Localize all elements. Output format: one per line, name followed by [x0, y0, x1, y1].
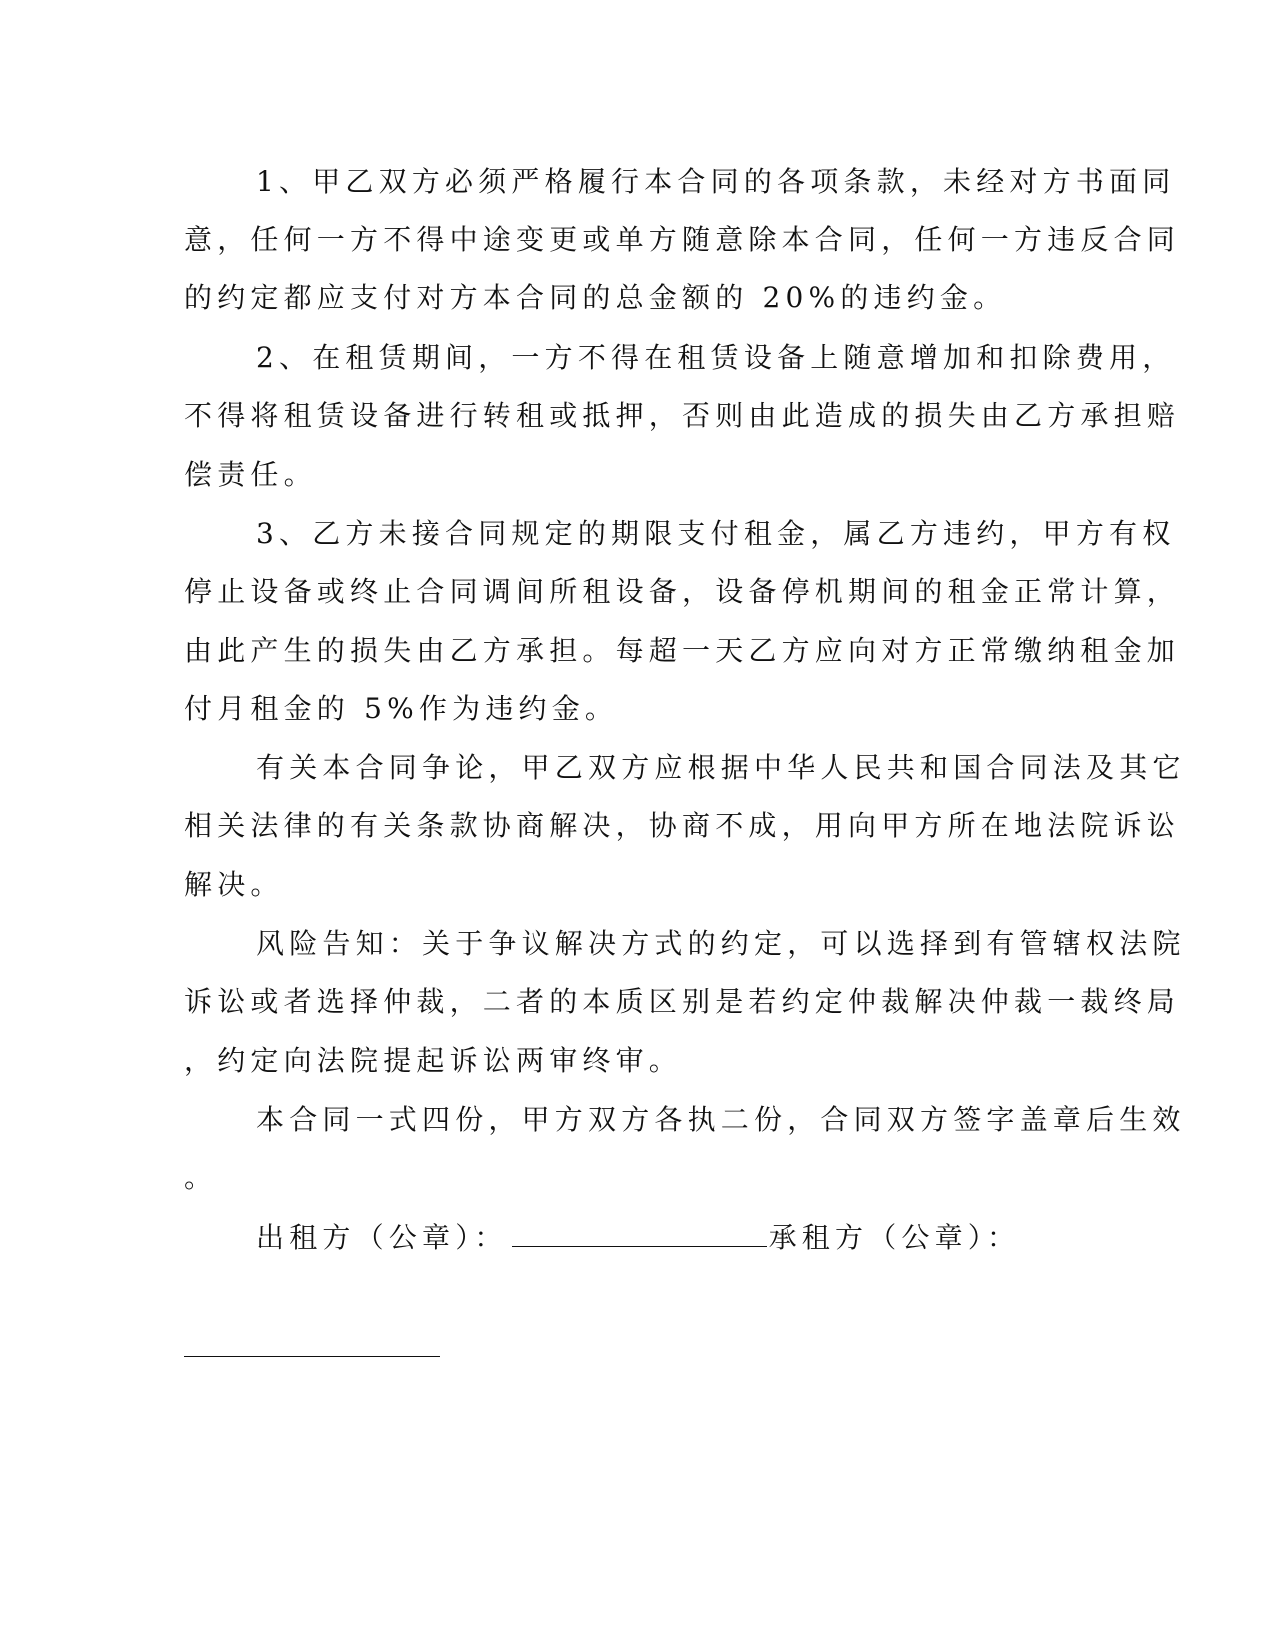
risk-notice-line-2: 诉讼或者选择仲裁，二者的本质区别是若约定仲裁解决仲裁一裁终局 [184, 985, 1181, 1018]
clause-1-line-2: 意，任何一方不得中途变更或单方随意除本合同，任何一方违反合同 [184, 223, 1181, 256]
lessee-signature-line [184, 1356, 440, 1357]
dispute-line-3: 解决。 [184, 868, 284, 901]
dispute-line-2: 相关法律的有关条款协商解决，协商不成，用向甲方所在地法院诉讼 [184, 809, 1181, 842]
clause-3-line-2: 停止设备或终止合同调间所租设备，设备停机期间的租金正常计算， [184, 575, 1181, 608]
clause-3-line-3: 由此产生的损失由乙方承担。每超一天乙方应向对方正常缴纳租金加 [184, 634, 1181, 667]
signature-row [256, 1218, 1020, 1258]
clause-1-line-3: 的约定都应支付对方本合同的总金额的 20%的违约金。 [184, 281, 1007, 314]
clause-2-line-3: 偿责任。 [184, 458, 317, 491]
lessor-seal-label: 出租方（公章）： [256, 1221, 508, 1254]
clause-2-line-1: 2、在租赁期间，一方不得在租赁设备上随意增加和扣除费用， [256, 341, 1176, 374]
clause-2-line-2: 不得将租赁设备进行转租或抵押，否则由此造成的损失由乙方承担赔 [184, 399, 1181, 432]
clause-1-line-1: 1、甲乙双方必须严格履行本合同的各项条款，未经对方书面同 [256, 165, 1176, 198]
copies-line-2: 。 [184, 1161, 218, 1194]
copies-line-1: 本合同一式四份，甲方双方各执二份，合同双方签字盖章后生效 [256, 1103, 1186, 1136]
lessee-seal-label: 承租方（公章）： [768, 1221, 1021, 1254]
risk-notice-line-3: ，约定向法院提起诉讼两审终审。 [184, 1044, 683, 1077]
clause-3-line-4: 付月租金的 5%作为违约金。 [184, 692, 619, 725]
risk-notice-line-1: 风险告知：关于争议解决方式的约定，可以选择到有管辖权法院 [256, 927, 1186, 960]
lessor-signature-line [512, 1220, 767, 1247]
dispute-line-1: 有关本合同争论，甲乙双方应根据中华人民共和国合同法及其它 [256, 751, 1186, 784]
clause-3-line-1: 3、乙方未接合同规定的期限支付租金，属乙方违约，甲方有权 [256, 517, 1176, 550]
